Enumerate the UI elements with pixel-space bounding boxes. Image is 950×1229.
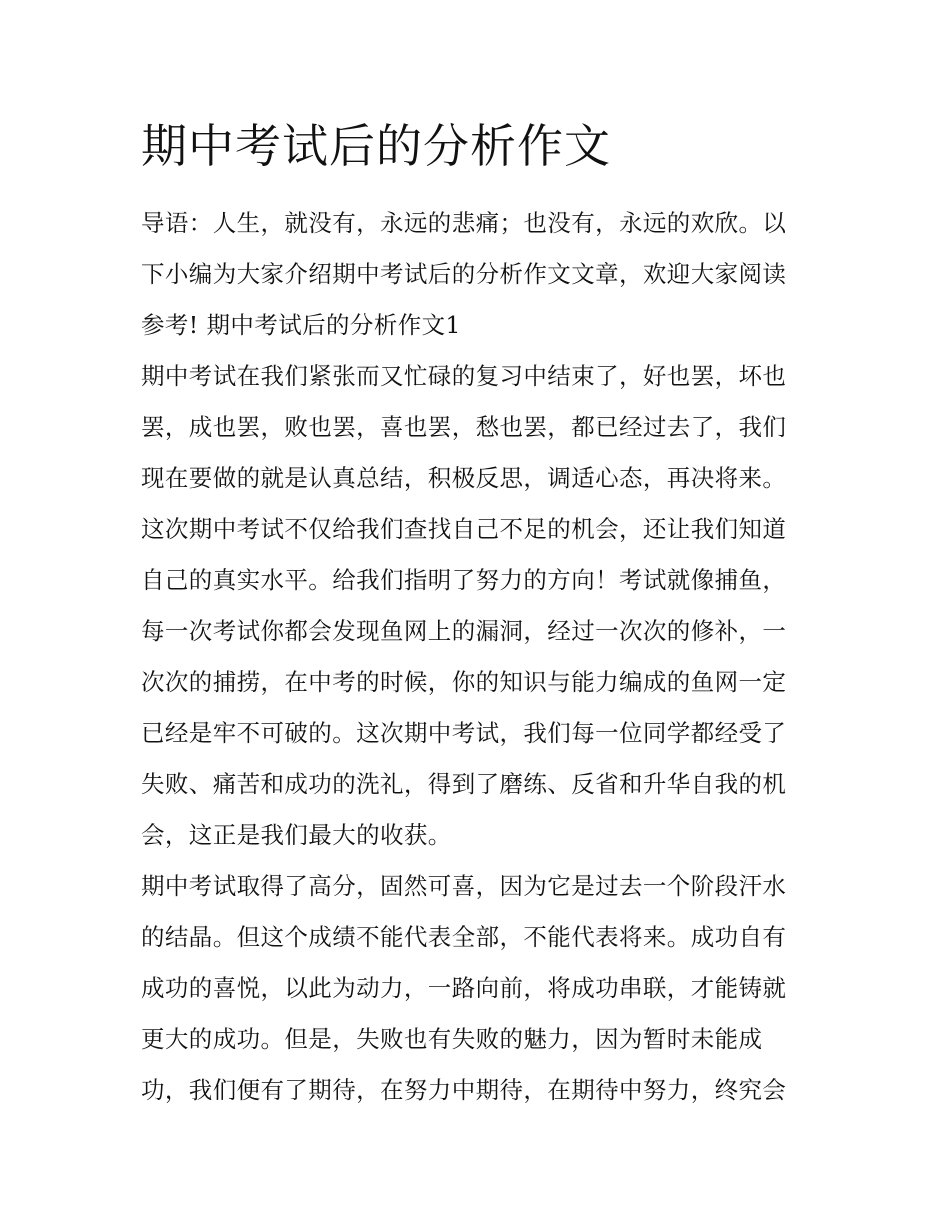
text-line: 失败、痛苦和成功的洗礼，得到了磨练、反省和升华自我的机	[141, 770, 787, 798]
text-line: 现在要做的就是认真总结，积极反思，调适心态，再决将来。	[141, 464, 787, 492]
document-body	[141, 198, 821, 1116]
text-line: 会，这正是我们最大的收获。	[141, 821, 452, 849]
text-line: 更大的成功。但是，失败也有失败的魅力，因为暂时未能成	[141, 1025, 763, 1053]
text-line: 期中考试在我们紧张而又忙碌的复习中结束了，好也罢，坏也	[141, 362, 787, 390]
text-line: 功，我们便有了期待，在努力中期待，在期待中努力，终究会	[141, 1076, 787, 1104]
text-line: 次次的捕捞，在中考的时候，你的知识与能力编成的鱼网一定	[141, 668, 787, 696]
text-line: 每一次考试你都会发现鱼网上的漏洞，经过一次次的修补，一	[141, 617, 787, 645]
text-line: 自己的真实水平。给我们指明了努力的方向！考试就像捕鱼，	[141, 566, 787, 594]
text-line: 罢，成也罢，败也罢，喜也罢，愁也罢，都已经过去了，我们	[141, 413, 787, 441]
text-line: 下小编为大家介绍期中考试后的分析作文文章，欢迎大家阅读	[141, 260, 787, 288]
text-line: 的结晶。但这个成绩不能代表全部，不能代表将来。成功自有	[141, 923, 787, 951]
document-title: 期中考试后的分析作文	[141, 119, 611, 173]
text-line: 导语：人生，就没有，永远的悲痛；也没有，永远的欢欣。以	[141, 209, 787, 237]
text-line: 已经是牢不可破的。这次期中考试，我们每一位同学都经受了	[141, 719, 787, 747]
text-line: 期中考试取得了高分，固然可喜，因为它是过去一个阶段汗水	[141, 872, 787, 900]
text-line: 参考! 期中考试后的分析作文1	[141, 311, 461, 339]
text-line: 这次期中考试不仅给我们查找自己不足的机会，还让我们知道	[141, 515, 787, 543]
text-line: 成功的喜悦，以此为动力，一路向前，将成功串联，才能铸就	[141, 974, 787, 1002]
